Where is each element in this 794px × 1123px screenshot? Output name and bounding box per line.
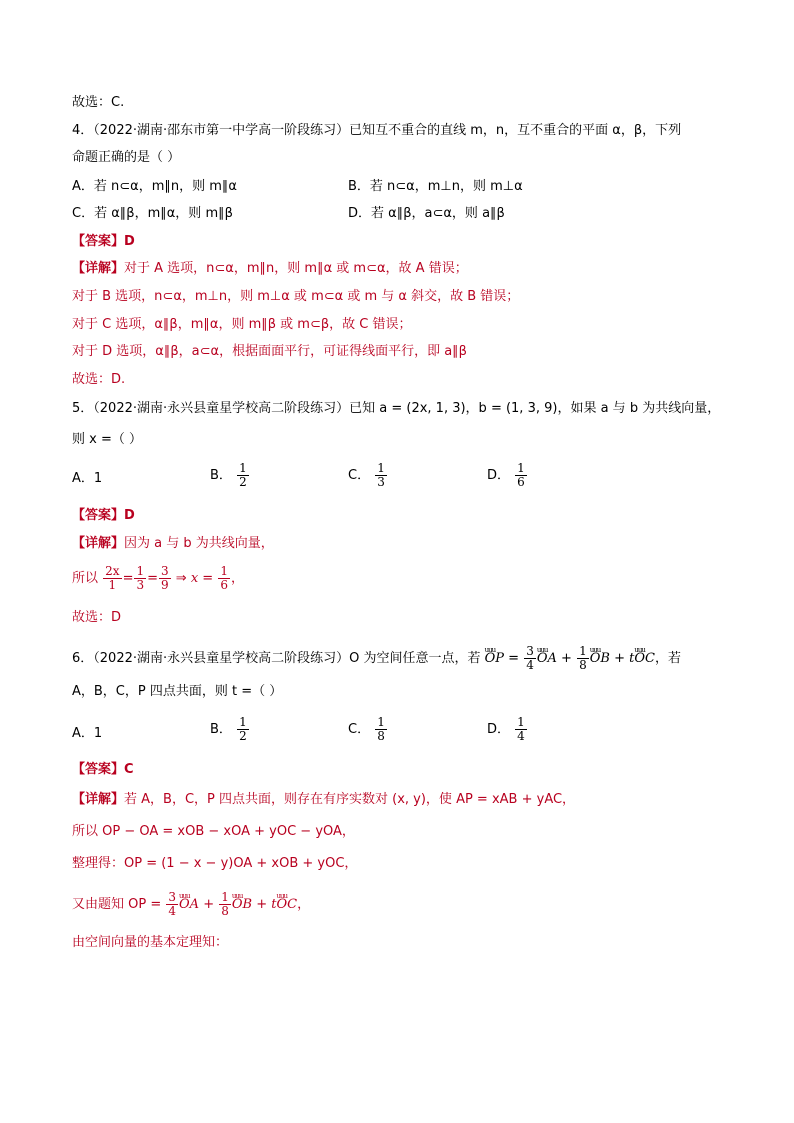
q4-option-d-text: D．若 α∥β，a⊂α，则 a∥β bbox=[348, 206, 505, 221]
q6-option-b-label: B． bbox=[210, 722, 232, 737]
q6-detail-line5 bbox=[72, 934, 228, 952]
q4-option-c bbox=[72, 205, 233, 223]
q4-option-a-text: A．若 n⊂α，m∥n，则 m∥α bbox=[72, 179, 237, 194]
q5-option-a-text: A．1 bbox=[72, 471, 103, 486]
q4-answer-tag: 【答案】 bbox=[72, 234, 125, 249]
q6-detail-tag: 【详解】 bbox=[72, 792, 125, 807]
q5-option-b-label: B． bbox=[210, 468, 232, 483]
q6-option-c-label: C． bbox=[348, 722, 371, 737]
q4-stem-line1 bbox=[72, 122, 681, 140]
q4-detail-text1: 对于 A 选项，n⊂α，m∥n，则 m∥α 或 m⊂α，故 A 错误； bbox=[124, 261, 468, 276]
q6-detail-line1 bbox=[72, 791, 575, 809]
q4-detail-text4: 对于 D 选项，α∥β，a⊂α，根据面面平行，可证得线面平行，即 a∥β bbox=[72, 344, 467, 359]
q6-vec-ob: uuu OB bbox=[590, 650, 610, 668]
q6-detail-text5: 由空间向量的基本定理知： bbox=[72, 935, 229, 950]
q6-detail-line3 bbox=[72, 855, 357, 873]
q4-option-c-text: C．若 α∥β，m∥α，则 m∥β bbox=[72, 206, 233, 221]
q4-detail-text2: 对于 B 选项，n⊂α，m⊥n，则 m⊥α 或 m⊂α 或 m 与 α 斜交，故 B 错误； bbox=[72, 289, 520, 304]
q5-detail-text1: 因为 a 与 b 为共线向量， bbox=[124, 536, 274, 551]
q6-vec-oc: uuu OC bbox=[634, 650, 655, 668]
q5-answer-tag: 【答案】 bbox=[72, 508, 125, 523]
q6-vec-oa: uuu OA bbox=[537, 650, 557, 668]
q6-answer-tag: 【答案】 bbox=[72, 762, 125, 777]
q6-detail-text1: 若 A，B，C，P 四点共面，则存在有序实数对 (x, y)，使 AP = xAB + yAC， bbox=[124, 792, 576, 807]
q4-stem-text1: 4．（2022·湖南·邵东市第一中学高一阶段练习）已知互不重合的直线 m，n，互不重合的平面 α，β，下列 bbox=[72, 123, 682, 138]
q6-option-a-text: A．1 bbox=[72, 726, 103, 741]
q5-choose-line bbox=[72, 609, 121, 627]
q4-option-a bbox=[72, 178, 237, 196]
q5-stem-text1: 5．（2022·湖南·永兴县童星学校高二阶段练习）已知 a = (2x, 1, 3)，b = (1, 3, 9)，如果 a 与 b 为共线向量， bbox=[72, 401, 721, 416]
q5-stem-line1 bbox=[72, 400, 720, 418]
q5-option-b-fraction: $\frac{1}{2}$ bbox=[239, 461, 247, 489]
q4-detail-line3 bbox=[72, 316, 412, 334]
q5-detail-prefix: 所以 bbox=[72, 571, 99, 586]
q6-option-a bbox=[72, 725, 102, 743]
q4-option-b bbox=[348, 178, 523, 196]
q6-stem-line1: 6．（2022·湖南·永兴县童星学校高二阶段练习）O 为空间任意一点，若 uuu OP = $\frac{3}{4}$ uuu OA + $\frac{1}{8}$ uuu OB + tuuu OC，若 bbox=[72, 645, 681, 672]
q6-option-d-fraction: $\frac{1}{4}$ bbox=[517, 715, 525, 743]
q5-answer-value: D bbox=[124, 508, 135, 523]
q5-stem-line2 bbox=[72, 431, 142, 449]
q4-option-d bbox=[348, 205, 505, 223]
q6-detail-text3: 整理得：OP = (1 − x − y)OA + xOB + yOC， bbox=[72, 856, 358, 871]
q6-answer-value: C bbox=[124, 762, 134, 777]
q6-option-b-fraction: $\frac{1}{2}$ bbox=[239, 715, 247, 743]
q6-stem-line2 bbox=[72, 683, 282, 701]
q5-frac-1-3: $\frac{1}{3}$ bbox=[136, 564, 145, 592]
q6-answer-line bbox=[72, 761, 134, 779]
q5-answer-line bbox=[72, 507, 135, 525]
q5-option-c-label: C． bbox=[348, 468, 371, 483]
q6-frac-3-4: $\frac{3}{4}$ bbox=[526, 644, 534, 672]
q6-detail-frac-1-8: $\frac{1}{8}$ bbox=[221, 890, 229, 918]
q6-option-d-label: D． bbox=[487, 722, 511, 737]
q4-detail-line1 bbox=[72, 260, 468, 278]
q5-detail-line1 bbox=[72, 535, 274, 553]
q6-detail-line2 bbox=[72, 823, 355, 841]
q6-option-c bbox=[348, 716, 388, 743]
q4-option-b-text: B．若 n⊂α，m⊥n，则 m⊥α bbox=[348, 179, 523, 194]
choose-line-prev bbox=[72, 94, 124, 112]
q5-frac-2x-1: $\frac{2x}{1}$ bbox=[105, 564, 120, 592]
q6-detail-vec-ob: uuu OB bbox=[232, 896, 252, 914]
q5-option-d-fraction: $\frac{1}{6}$ bbox=[517, 461, 525, 489]
q6-detail-vec-oc: uuu OC bbox=[277, 896, 298, 914]
q6-detail-text2: 所以 OP − OA = xOB − xOA + yOC − yOA， bbox=[72, 824, 355, 839]
q6-stem-text1a: 6．（2022·湖南·永兴县童星学校高二阶段练习）O 为空间任意一点，若 bbox=[72, 651, 481, 666]
choose-text: 故选：C. bbox=[72, 95, 125, 110]
q6-option-b bbox=[210, 716, 250, 743]
q4-answer-value: D bbox=[124, 234, 135, 249]
q4-detail-tag: 【详解】 bbox=[72, 261, 125, 276]
q4-choose-text: 故选：D. bbox=[72, 372, 126, 387]
q5-choose-text: 故选：D bbox=[72, 610, 122, 625]
q5-option-b bbox=[210, 462, 250, 489]
q6-detail-prefix: 又由题知 OP = bbox=[72, 897, 162, 912]
q5-option-c-fraction: $\frac{1}{3}$ bbox=[377, 461, 385, 489]
q6-detail-line4: 又由题知 OP = $\frac{3}{4}$ uuu OA + $\frac{1}{8}$ uuu OB + tuuu OC， bbox=[72, 891, 310, 918]
q4-detail-line4 bbox=[72, 343, 467, 361]
q4-detail-text3: 对于 C 选项，α∥β，m∥α，则 m∥β 或 m⊂β，故 C 错误； bbox=[72, 317, 412, 332]
q5-frac-1-6: $\frac{1}{6}$ bbox=[220, 564, 228, 592]
q6-detail-frac-3-4: $\frac{3}{4}$ bbox=[168, 890, 177, 918]
q5-frac-3-9: $\frac{3}{9}$ bbox=[161, 564, 169, 592]
q6-frac-1-8: $\frac{1}{8}$ bbox=[579, 644, 587, 672]
q5-option-d-label: D． bbox=[487, 468, 511, 483]
q4-detail-line2 bbox=[72, 288, 519, 306]
q6-option-c-fraction: $\frac{1}{8}$ bbox=[377, 715, 385, 743]
q4-answer-line bbox=[72, 233, 135, 251]
q4-choose-line bbox=[72, 371, 125, 389]
q6-stem-text2: A，B，C，P 四点共面，则 t =（ ） bbox=[72, 684, 283, 699]
q5-detail-line2: 所以 $\frac{2x}{1}$ = $\frac{1}{3}$ = $\frac{3}{9}$ ⇒ x = $\frac{1}{6}$ ， bbox=[72, 564, 244, 592]
q5-stem-text2: 则 x =（ ） bbox=[72, 432, 142, 447]
q4-stem-line2 bbox=[72, 149, 180, 167]
q6-detail-vec-oa: uuu OA bbox=[179, 896, 199, 914]
q6-option-d bbox=[487, 716, 528, 743]
q5-option-a bbox=[72, 470, 102, 488]
q4-stem-text2: 命题正确的是（ ） bbox=[72, 150, 181, 165]
q5-option-c bbox=[348, 462, 388, 489]
q6-vec-op: uuu OP bbox=[485, 650, 504, 668]
q5-option-d bbox=[487, 462, 528, 489]
q6-stem-text1b: ，若 bbox=[654, 651, 681, 666]
q5-detail-tag: 【详解】 bbox=[72, 536, 125, 551]
